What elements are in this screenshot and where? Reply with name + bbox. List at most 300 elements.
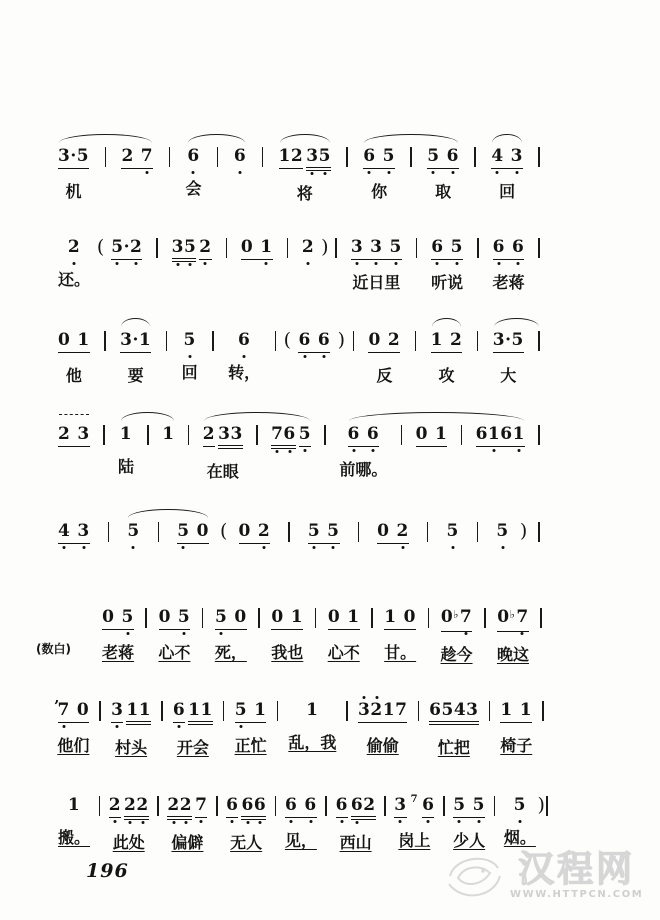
- barline: [226, 238, 228, 258]
- low-octave-dot: [63, 546, 66, 549]
- barline: [443, 796, 445, 816]
- barline: [427, 522, 429, 542]
- lyric: 反: [376, 366, 393, 385]
- note-figures: 6: [238, 330, 250, 350]
- low-octave-dot: [303, 355, 306, 358]
- note-figures: 1 0: [384, 607, 416, 630]
- note-token: [58, 237, 90, 290]
- parenthesis: ): [537, 794, 545, 816]
- low-octave-dot: [263, 546, 266, 549]
- note-token: [58, 521, 90, 576]
- note-token: [109, 795, 149, 853]
- barline: [315, 608, 317, 628]
- low-octave-dot: [259, 821, 262, 824]
- parenthesis: (: [283, 329, 291, 351]
- low-octave-dot: [427, 820, 430, 823]
- note-figures: 1: [162, 424, 175, 444]
- barline: [275, 331, 277, 351]
- barline: [324, 425, 326, 445]
- low-octave-dot: [517, 449, 520, 452]
- low-octave-dot: [375, 262, 378, 265]
- note-token: [111, 700, 151, 758]
- note-figures: 6 6 6: [226, 795, 266, 820]
- barline: [335, 238, 337, 258]
- low-octave-dot: [290, 820, 293, 823]
- note-token: [358, 700, 407, 756]
- note-token: [308, 521, 340, 576]
- low-octave-dot: [436, 262, 439, 265]
- barline: [538, 522, 540, 542]
- lyric: 大: [500, 366, 517, 385]
- barline: [371, 608, 373, 628]
- note-figures: 7 6 5: [271, 424, 311, 449]
- low-octave-dot: [204, 262, 207, 265]
- note-figures: 6: [234, 146, 246, 166]
- note-token: [58, 795, 90, 848]
- barline: [188, 425, 190, 445]
- low-octave-dot: [184, 821, 187, 824]
- note-token: [173, 700, 213, 758]
- note-figures: 5 5: [308, 521, 340, 544]
- note-figures: 1: [67, 795, 81, 815]
- low-octave-dot: [82, 546, 85, 549]
- speech-label: (数白): [36, 642, 71, 656]
- slur: [432, 318, 462, 327]
- note-token: [285, 795, 317, 851]
- note-token: [302, 237, 314, 289]
- lyric: 近日里: [352, 273, 401, 292]
- note-figures: 1: [119, 424, 133, 444]
- low-octave-dot: [132, 546, 135, 549]
- note-token: [339, 424, 387, 480]
- barline: [538, 147, 540, 167]
- note-token: [215, 607, 247, 663]
- note-token: [226, 795, 266, 853]
- lyric: 我也: [271, 643, 304, 662]
- note-token: [496, 521, 508, 573]
- note-token: [497, 607, 529, 665]
- note-figures: 0♭7: [497, 607, 528, 632]
- note-figures: 6 6 2: [336, 795, 376, 820]
- low-octave-dot: [368, 171, 371, 174]
- lyric: 心不: [158, 643, 191, 662]
- measure-row: [58, 424, 540, 482]
- lyric: 攻: [438, 366, 455, 385]
- note-token: [328, 607, 360, 663]
- note-figures: 0 2: [368, 330, 400, 353]
- low-octave-dot: [116, 725, 119, 728]
- note-token: [336, 795, 376, 853]
- watermark-site-name: 汉程网: [518, 849, 636, 890]
- score-line: [58, 237, 540, 294]
- note-figures: 6: [187, 146, 199, 166]
- slur: [59, 134, 152, 143]
- note-figures: 6 5: [431, 237, 463, 260]
- low-octave-dot: [372, 449, 375, 452]
- barline: [258, 608, 260, 628]
- note-token: [446, 521, 458, 573]
- barline: [147, 425, 149, 445]
- note-figures: 1 1: [500, 700, 532, 723]
- lyric: 陆: [117, 457, 134, 476]
- low-octave-dot: [172, 821, 175, 824]
- lyric: 忙把: [437, 738, 470, 757]
- slur: [188, 134, 245, 143]
- note-token: [271, 424, 311, 481]
- low-octave-dot: [188, 355, 191, 358]
- barline: [416, 238, 418, 258]
- note-token: [431, 330, 463, 386]
- note-figures: 2 2 2: [109, 795, 149, 820]
- breath-mark: ’: [54, 697, 60, 715]
- barline: [262, 147, 264, 167]
- barline: [428, 608, 430, 628]
- parenthesis: ): [321, 236, 329, 258]
- note-figures: 5: [514, 795, 526, 815]
- note-figures: 2 3: [58, 424, 90, 447]
- barline: [105, 147, 107, 167]
- lyric: 偏僻: [171, 833, 204, 852]
- barline: [401, 425, 403, 445]
- note-figures: 5 6: [427, 146, 459, 169]
- note-token: [363, 146, 395, 202]
- barline: [346, 701, 348, 721]
- lyric: 他们: [57, 736, 90, 755]
- note-token: [185, 146, 201, 199]
- lyric: 此处: [112, 833, 145, 852]
- low-octave-dot: [356, 262, 359, 265]
- note-figures: 6 6: [348, 424, 380, 447]
- lyric: 回: [499, 182, 516, 201]
- barline: [358, 522, 360, 542]
- lyric: 偷偷: [366, 736, 399, 755]
- note-token: [58, 146, 89, 202]
- note-figures: 3·5: [493, 330, 524, 353]
- lyric: 乱，我: [288, 733, 337, 752]
- note-figures: 2: [68, 237, 80, 257]
- lyric: 老蒋: [102, 643, 135, 662]
- note-figures: 61 61: [476, 424, 525, 447]
- low-octave-dot: [288, 450, 291, 453]
- low-octave-dot: [340, 820, 343, 823]
- barline: [484, 608, 486, 628]
- low-octave-dot: [189, 263, 192, 266]
- note-token: [118, 424, 134, 477]
- measure-row: [58, 521, 540, 576]
- low-octave-dot: [455, 262, 458, 265]
- note-token: [162, 424, 174, 476]
- lyric: 老蒋: [492, 273, 525, 292]
- note-figures: 3·5: [58, 146, 89, 169]
- note-figures: 6543: [429, 700, 478, 725]
- note-token: [235, 700, 267, 756]
- barline: [542, 701, 544, 721]
- low-octave-dot: [116, 262, 119, 265]
- score-line: [36, 607, 542, 665]
- low-octave-dot: [239, 725, 242, 728]
- note-token: [298, 330, 330, 385]
- note-token: [416, 424, 448, 479]
- low-octave-dot: [477, 820, 480, 823]
- lyric: 无人: [230, 833, 263, 852]
- note-token: [203, 424, 243, 482]
- note-token: [441, 607, 473, 665]
- note-figures: 5 0: [215, 607, 247, 630]
- note-token: [120, 330, 151, 386]
- low-octave-dot: [220, 632, 223, 635]
- barline: [103, 425, 105, 445]
- note-token: [239, 521, 271, 576]
- low-octave-dot: [521, 632, 524, 635]
- note-token: [228, 330, 260, 383]
- lyric: 晚这: [496, 645, 529, 664]
- lyric: 听说: [431, 273, 464, 292]
- note-figures: 0 5: [159, 607, 191, 630]
- watermark-wave-fish-logo-icon: [442, 842, 506, 910]
- lyric: 要: [127, 366, 144, 385]
- barline: [538, 331, 540, 351]
- note-figures: 0 2: [377, 521, 409, 544]
- slur: [492, 134, 522, 143]
- barline: [477, 522, 479, 542]
- barline: [546, 796, 548, 816]
- low-octave-dot: [465, 632, 468, 635]
- watermark-text: [510, 849, 644, 900]
- low-octave-dot: [183, 632, 186, 635]
- note-token: [102, 607, 134, 663]
- note-figures: 3 5 2: [172, 237, 212, 262]
- lyric: 少人: [453, 831, 486, 850]
- barline: [384, 796, 386, 816]
- parenthesis: ): [337, 329, 346, 351]
- barline: [275, 796, 277, 816]
- low-octave-dot: [129, 821, 132, 824]
- low-octave-dot: [303, 449, 306, 452]
- slur: [280, 134, 330, 143]
- lyric: 将: [296, 184, 313, 203]
- low-octave-dot: [323, 172, 326, 175]
- note-figures: 5: [496, 521, 508, 541]
- note-token: [121, 146, 153, 201]
- low-octave-dot: [178, 725, 181, 728]
- note-figures: 3·1: [120, 330, 151, 353]
- note-token: [427, 146, 459, 202]
- barline: [477, 331, 479, 351]
- barline: [216, 796, 218, 816]
- note-figures: 6 6: [298, 330, 330, 353]
- low-octave-dot: [243, 355, 246, 358]
- barline: [145, 608, 147, 628]
- low-octave-dot: [231, 820, 234, 823]
- low-octave-dot: [141, 821, 144, 824]
- lyric: 椅子: [500, 736, 533, 755]
- low-octave-dot: [246, 821, 249, 824]
- note-figures: 5: [446, 521, 458, 541]
- note-figures: 0 2: [239, 521, 271, 544]
- note-figures: 0 1: [241, 237, 273, 260]
- note-token: [182, 330, 198, 383]
- measure-row: [58, 330, 540, 386]
- note-figures: 6 11: [173, 700, 213, 725]
- slur: [128, 509, 208, 518]
- low-octave-dot: [265, 262, 268, 265]
- note-token: [234, 146, 246, 198]
- barline: [169, 147, 171, 167]
- score-line: [54, 697, 544, 758]
- low-octave-dot: [135, 262, 138, 265]
- barline: [256, 425, 258, 445]
- note-token: [351, 237, 402, 293]
- barline: [410, 147, 412, 167]
- watermark-site-url: WWW.HTTPCN.COM: [510, 889, 644, 900]
- note-figures: 7 0: [58, 700, 90, 723]
- note-token: [127, 521, 139, 573]
- note-token: [504, 795, 536, 848]
- low-octave-dot: [311, 172, 314, 175]
- note-token: [492, 237, 524, 293]
- low-octave-dot: [73, 262, 76, 265]
- note-figures: 0 1: [58, 330, 90, 353]
- low-octave-dot: [497, 262, 500, 265]
- low-octave-dot: [113, 820, 116, 823]
- lyric: 还。: [58, 270, 91, 289]
- lyric: 转，: [228, 363, 261, 382]
- note-figures: 3 7 6: [394, 795, 434, 818]
- note-figures: 2 33: [203, 424, 243, 449]
- note-token: [429, 700, 478, 758]
- low-octave-dot: [401, 546, 404, 549]
- low-octave-dot: [518, 820, 521, 823]
- parenthesis: (: [220, 520, 228, 542]
- low-octave-dot: [517, 262, 520, 265]
- lyric: 开会: [176, 738, 209, 757]
- note-token: [279, 146, 331, 204]
- low-octave-dot: [313, 546, 316, 549]
- lyric: 死，: [214, 643, 247, 662]
- note-token: [394, 795, 434, 851]
- note-figures: 2 2 7: [167, 795, 207, 820]
- note-token: [57, 700, 89, 756]
- low-octave-dot: [493, 449, 496, 452]
- measure-row: [102, 607, 542, 665]
- note-token: [58, 424, 90, 479]
- note-figures: 3 11: [111, 700, 151, 725]
- lyric: 村头: [115, 738, 148, 757]
- barline: [212, 331, 214, 351]
- lyric: 趁今: [440, 645, 473, 664]
- lyric: 见，: [284, 831, 317, 850]
- barline: [156, 238, 158, 258]
- barline: [99, 796, 101, 816]
- barline: [415, 331, 417, 351]
- low-octave-dot: [451, 171, 454, 174]
- note-figures: 4 3: [58, 521, 90, 544]
- score-line: [58, 424, 540, 482]
- barline: [223, 701, 225, 721]
- low-octave-dot: [432, 171, 435, 174]
- barline: [538, 425, 540, 445]
- note-figures: 0 1: [416, 424, 448, 447]
- note-figures: 5 ·2: [111, 237, 142, 260]
- low-octave-dot: [394, 262, 397, 265]
- barline: [353, 331, 355, 351]
- slur: [364, 134, 458, 143]
- lyric: 回: [181, 363, 198, 382]
- low-octave-dot: [458, 820, 461, 823]
- note-figures: 5: [184, 330, 196, 350]
- note-token: [431, 237, 463, 293]
- note-token: [111, 237, 142, 292]
- barline: [418, 701, 420, 721]
- lyric: 前哪。: [339, 460, 388, 479]
- lyric: 心不: [327, 643, 360, 662]
- barline: [157, 796, 159, 816]
- low-octave-dot: [322, 355, 325, 358]
- barline: [477, 238, 479, 258]
- low-octave-dot: [307, 262, 310, 265]
- low-octave-dot: [399, 820, 402, 823]
- slur: [121, 412, 174, 421]
- barline: [287, 238, 289, 258]
- note-figures: 6 6: [285, 795, 317, 818]
- barline: [166, 331, 168, 351]
- lyric: 搬。: [58, 828, 91, 847]
- barline: [325, 796, 327, 816]
- low-octave-dot: [182, 546, 185, 549]
- note-token: [172, 237, 212, 294]
- barline: [158, 522, 160, 542]
- note-figures: 0♭7: [441, 607, 472, 632]
- barline: [540, 608, 542, 628]
- score-line: [58, 330, 540, 386]
- lyric: 正忙: [234, 736, 267, 755]
- low-octave-dot: [451, 546, 454, 549]
- note-token: [241, 237, 273, 292]
- barline: [99, 701, 101, 721]
- barline: [288, 522, 290, 542]
- lyric: 甘。: [384, 643, 417, 662]
- measure-row: [54, 697, 544, 758]
- note-token: [368, 330, 400, 386]
- note-figures: 2 7: [121, 146, 153, 169]
- slur: [494, 318, 539, 327]
- slur: [121, 318, 150, 327]
- note-token: [288, 700, 336, 753]
- lyric: 岗上: [398, 831, 431, 850]
- measure-row: [58, 237, 540, 294]
- note-figures: 5 1: [235, 700, 267, 723]
- low-octave-dot: [276, 450, 279, 453]
- note-token: [377, 521, 409, 576]
- barline: [161, 701, 163, 721]
- low-octave-dot: [352, 449, 355, 452]
- note-token: [58, 330, 90, 386]
- barline: [489, 701, 491, 721]
- parenthesis: ): [519, 520, 528, 542]
- parenthesis: (: [96, 236, 105, 258]
- low-octave-dot: [145, 171, 148, 174]
- note-figures: 5 0: [177, 521, 209, 544]
- note-token: [476, 424, 525, 479]
- watermark: [442, 842, 643, 910]
- note-token: [500, 700, 532, 756]
- note-figures: 1: [306, 700, 319, 720]
- page-number: 196: [86, 860, 129, 882]
- note-figures: 3 3 5: [351, 237, 402, 260]
- note-figures: 2: [302, 237, 314, 257]
- low-octave-dot: [501, 546, 504, 549]
- barline: [474, 147, 476, 167]
